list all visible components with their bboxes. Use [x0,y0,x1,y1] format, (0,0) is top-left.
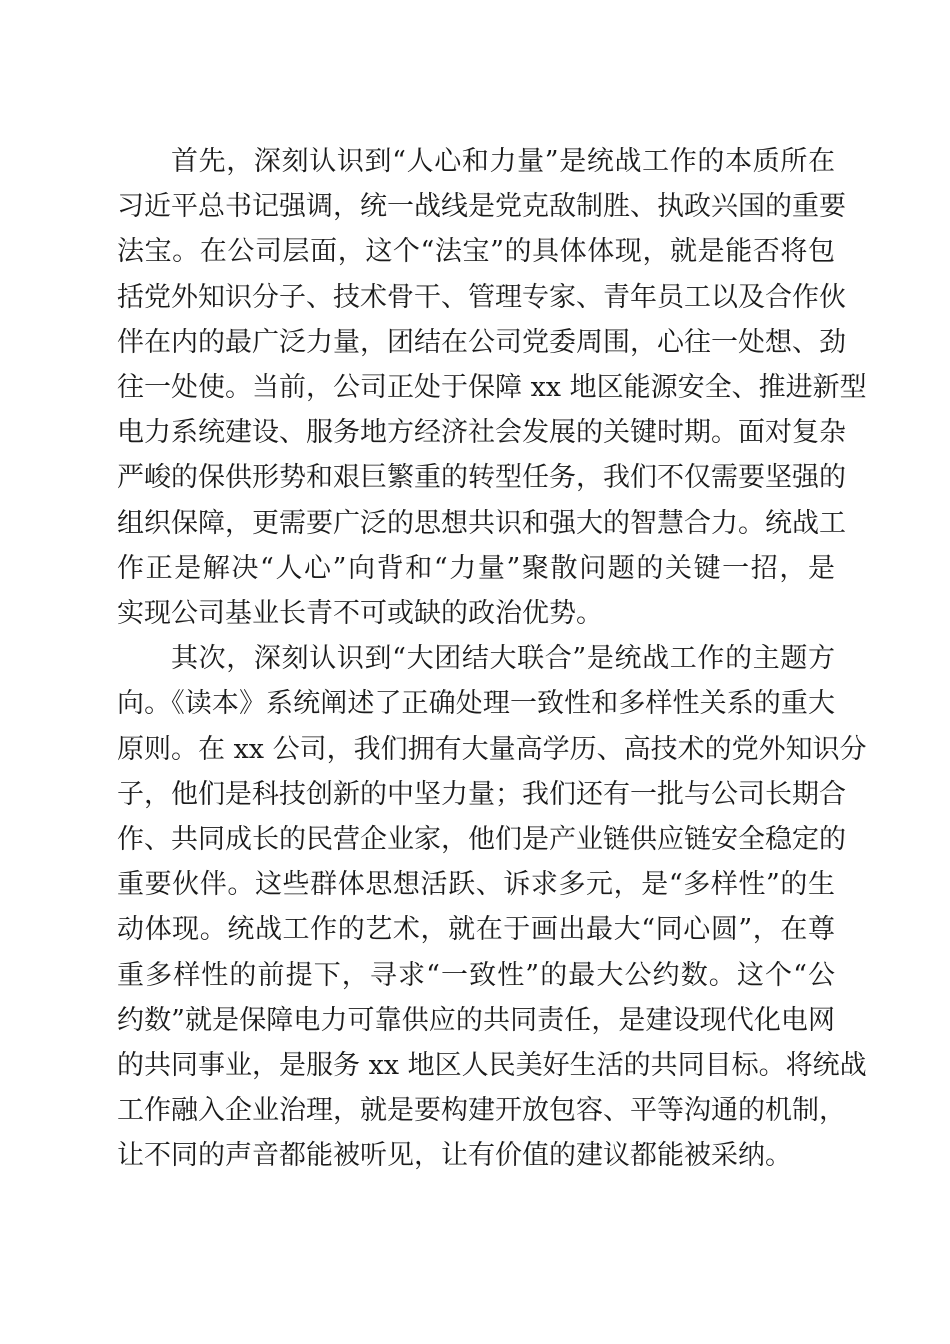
text-line: 伴在内的最广泛力量，团结在公司党委周围，心往一处想、劲 [117,326,846,358]
text-line: 重多样性的前提下，寻求“一致性”的最大公约数。这个“公 [117,959,835,991]
text-line: 组织保障，更需要广泛的思想共识和强大的智慧合力。统战工 [117,507,846,539]
text-line: 法宝。在公司层面，这个“法宝”的具体体现，就是能否将包 [117,236,835,268]
text-line: 作、共同成长的民营企业家，他们是产业链供应链安全稳定的 [117,824,846,856]
text-line: 重要伙伴。这些群体思想活跃、诉求多元，是“多样性”的生 [117,869,835,901]
text-line: 动体现。统战工作的艺术，就在于画出最大“同心圆”，在尊 [117,914,835,946]
text-line: 习近平总书记强调，统一战线是党克敌制胜、执政兴国的重要 [117,191,846,223]
paragraph-2 [117,636,867,1178]
text-line: 约数”就是保障电力可靠供应的共同责任，是建设现代化电网 [117,1004,835,1036]
paragraph-1 [117,139,867,636]
text-line: 原则。在 xx 公司，我们拥有大量高学历、高技术的党外知识分 [117,733,867,765]
text-line: 电力系统建设、服务地方经济社会发展的关键时期。面对复杂 [117,417,846,449]
text-line: 其次，深刻认识到“大团结大联合”是统战工作的主题方 [171,643,835,675]
text-line: 让不同的声音都能被听见，让有价值的建议都能被采纳。 [117,1140,792,1172]
text-line: 往一处使。当前，公司正处于保障 xx 地区能源安全、推进新型 [117,372,867,404]
document-body [117,139,867,1179]
text-line: 首先，深刻认识到“人心和力量”是统战工作的本质所在 [171,146,835,177]
text-line: 工作融入企业治理，就是要构建开放包容、平等沟通的机制， [117,1095,846,1127]
text-line: 严峻的保供形势和艰巨繁重的转型任务，我们不仅需要坚强的 [117,462,846,494]
text-line: 作正是解决“人心”向背和“力量”聚散问题的关键一招，是 [117,552,835,584]
text-line: 向。《读本》系统阐述了正确处理一致性和多样性关系的重大 [117,688,835,720]
text-line: 的共同事业，是服务 xx 地区人民美好生活的共同目标。将统战 [117,1050,867,1082]
text-line: 括党外知识分子、技术骨干、管理专家、青年员工以及合作伙 [117,281,846,313]
text-line: 子，他们是科技创新的中坚力量；我们还有一批与公司长期合 [117,778,846,810]
text-line: 实现公司基业长青不可或缺的政治优势。 [117,598,603,630]
